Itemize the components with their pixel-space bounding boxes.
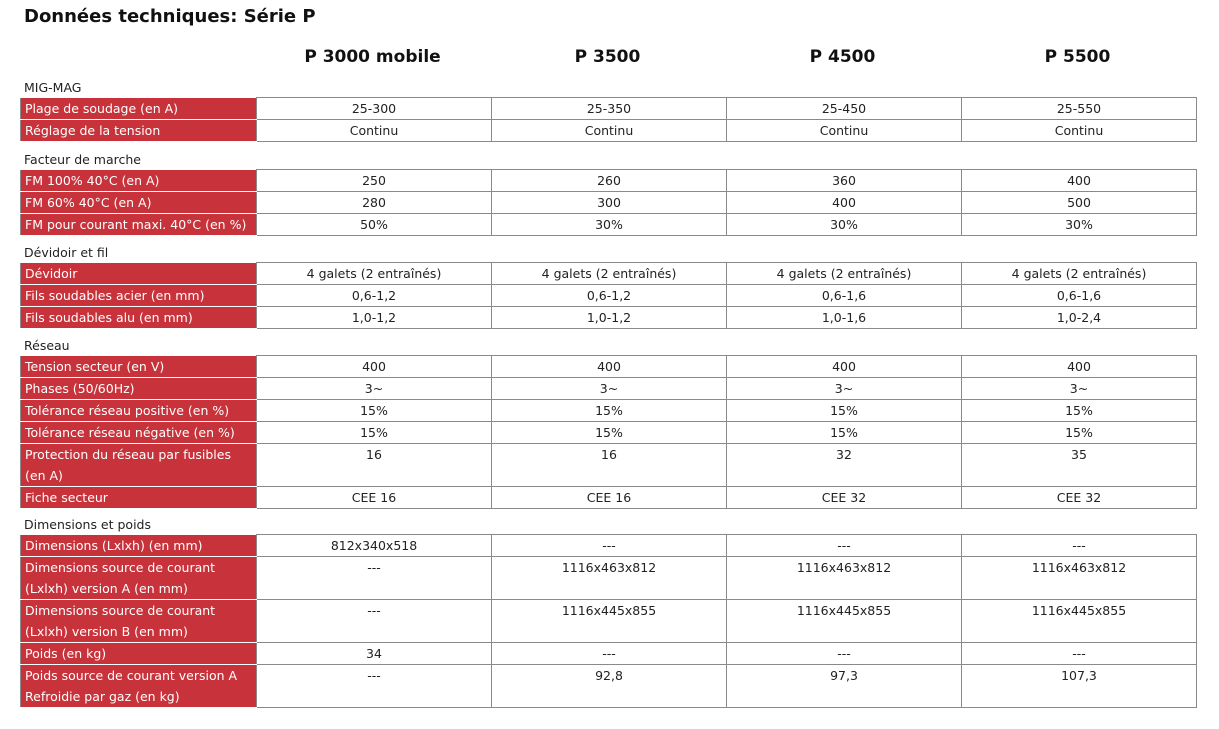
row-label: Tolérance réseau positive (en %)	[21, 400, 257, 422]
table-row	[21, 214, 1197, 236]
row-value: ---	[962, 643, 1197, 665]
row-value: 3~	[492, 378, 727, 400]
row-value: 400	[962, 356, 1197, 378]
table-row	[21, 600, 1197, 643]
row-value: 25-550	[962, 98, 1197, 120]
row-label: Poids (en kg)	[21, 643, 257, 665]
row-value: 15%	[962, 400, 1197, 422]
table-row	[21, 356, 1197, 378]
row-value: 0,6-1,2	[492, 285, 727, 307]
row-value: ---	[257, 665, 492, 708]
row-value: ---	[257, 600, 492, 643]
row-value: 97,3	[727, 665, 962, 708]
row-value: 1,0-1,6	[727, 307, 962, 329]
row-label: FM pour courant maxi. 40°C (en %)	[21, 214, 257, 236]
row-value: 25-350	[492, 98, 727, 120]
column-header: P 3500	[574, 47, 641, 67]
row-value: 15%	[727, 400, 962, 422]
row-value: 812x340x518	[257, 535, 492, 557]
row-value: 1116x463x812	[962, 557, 1197, 600]
row-label: Plage de soudage (en A)	[21, 98, 257, 120]
row-value: 25-300	[257, 98, 492, 120]
row-value: CEE 16	[257, 487, 492, 509]
row-value: 34	[257, 643, 492, 665]
row-label: Réglage de la tension	[21, 120, 257, 142]
row-label: Phases (50/60Hz)	[21, 378, 257, 400]
row-value: 0,6-1,6	[727, 285, 962, 307]
row-label: Tolérance réseau négative (en %)	[21, 422, 257, 444]
table-row	[21, 307, 1197, 329]
section-facteur-de-marche	[20, 151, 1197, 236]
row-value: 4 galets (2 entraînés)	[257, 263, 492, 285]
row-value: 4 galets (2 entraînés)	[962, 263, 1197, 285]
table-row	[21, 400, 1197, 422]
row-value: ---	[727, 535, 962, 557]
column-headers	[255, 46, 1197, 68]
row-value: 3~	[962, 378, 1197, 400]
table-row	[21, 557, 1197, 600]
row-value: 3~	[257, 378, 492, 400]
row-value: 15%	[962, 422, 1197, 444]
table-row	[21, 535, 1197, 557]
table-row	[21, 643, 1197, 665]
section-label: Dimensions et poids	[24, 517, 151, 532]
row-value: 1116x463x812	[727, 557, 962, 600]
table-row	[21, 285, 1197, 307]
section-label: Réseau	[24, 338, 70, 353]
row-value: 16	[257, 444, 492, 487]
page-title: Données techniques: Série P	[24, 6, 316, 27]
table-row	[21, 422, 1197, 444]
table-row	[21, 120, 1197, 142]
row-value: Continu	[962, 120, 1197, 142]
section-label: Dévidoir et fil	[24, 245, 109, 260]
row-value: 1,0-2,4	[962, 307, 1197, 329]
row-value: 30%	[492, 214, 727, 236]
row-value: ---	[492, 535, 727, 557]
row-value: 1116x463x812	[492, 557, 727, 600]
row-value: Continu	[257, 120, 492, 142]
row-value: 1,0-1,2	[257, 307, 492, 329]
row-value: Continu	[492, 120, 727, 142]
row-value: 0,6-1,6	[962, 285, 1197, 307]
section-devidoir-et-fil	[20, 244, 1197, 329]
row-value: ---	[727, 643, 962, 665]
spec-table	[20, 355, 1197, 509]
row-value: 400	[727, 356, 962, 378]
table-row	[21, 263, 1197, 285]
row-label: FM 100% 40°C (en A)	[21, 170, 257, 192]
row-label: Fiche secteur	[21, 487, 257, 509]
row-value: 92,8	[492, 665, 727, 708]
row-label: Fils soudables alu (en mm)	[21, 307, 257, 329]
spec-table	[20, 534, 1197, 708]
row-value: 35	[962, 444, 1197, 487]
row-value: 4 galets (2 entraînés)	[727, 263, 962, 285]
row-value: 1,0-1,2	[492, 307, 727, 329]
section-dimensions-et-poids	[20, 516, 1197, 708]
row-label: Poids source de courant version A Refroidie par gaz (en kg)	[21, 665, 257, 708]
row-label: Dimensions source de courant (Lxlxh) version A (en mm)	[21, 557, 257, 600]
row-value: 400	[257, 356, 492, 378]
row-label: Protection du réseau par fusibles (en A)	[21, 444, 257, 487]
row-value: 3~	[727, 378, 962, 400]
row-value: 250	[257, 170, 492, 192]
row-label: Dimensions (Lxlxh) (en mm)	[21, 535, 257, 557]
row-value: Continu	[727, 120, 962, 142]
row-label: Dévidoir	[21, 263, 257, 285]
column-header: P 3000 mobile	[304, 47, 441, 67]
row-value: 1116x445x855	[962, 600, 1197, 643]
row-label: Tension secteur (en V)	[21, 356, 257, 378]
spec-table	[20, 97, 1197, 142]
table-row	[21, 192, 1197, 214]
column-header: P 5500	[1044, 47, 1111, 67]
row-value: 32	[727, 444, 962, 487]
row-value: 15%	[257, 422, 492, 444]
row-label: FM 60% 40°C (en A)	[21, 192, 257, 214]
table-row	[21, 98, 1197, 120]
row-value: 1116x445x855	[727, 600, 962, 643]
table-row	[21, 444, 1197, 487]
row-value: 260	[492, 170, 727, 192]
table-row	[21, 487, 1197, 509]
row-value: 0,6-1,2	[257, 285, 492, 307]
section-label: Facteur de marche	[24, 152, 141, 167]
row-value: 50%	[257, 214, 492, 236]
row-value: ---	[257, 557, 492, 600]
spec-table	[20, 262, 1197, 329]
row-value: CEE 32	[962, 487, 1197, 509]
table-row	[21, 170, 1197, 192]
row-label: Dimensions source de courant (Lxlxh) version B (en mm)	[21, 600, 257, 643]
row-value: 15%	[492, 422, 727, 444]
row-value: ---	[492, 643, 727, 665]
column-header: P 4500	[809, 47, 876, 67]
row-value: CEE 32	[727, 487, 962, 509]
section-reseau	[20, 337, 1197, 509]
section-label: MIG-MAG	[24, 80, 82, 95]
row-value: 300	[492, 192, 727, 214]
row-value: 107,3	[962, 665, 1197, 708]
row-value: 1116x445x855	[492, 600, 727, 643]
section-mig-mag	[20, 79, 1197, 142]
spec-table	[20, 169, 1197, 236]
row-value: 15%	[727, 422, 962, 444]
row-value: 280	[257, 192, 492, 214]
row-label: Fils soudables acier (en mm)	[21, 285, 257, 307]
row-value: 360	[727, 170, 962, 192]
row-value: 16	[492, 444, 727, 487]
row-value: 4 galets (2 entraînés)	[492, 263, 727, 285]
row-value: 25-450	[727, 98, 962, 120]
row-value: 30%	[962, 214, 1197, 236]
row-value: 15%	[257, 400, 492, 422]
row-value: 500	[962, 192, 1197, 214]
row-value: 30%	[727, 214, 962, 236]
row-value: 400	[962, 170, 1197, 192]
row-value: 400	[492, 356, 727, 378]
row-value: 15%	[492, 400, 727, 422]
table-row	[21, 378, 1197, 400]
row-value: 400	[727, 192, 962, 214]
table-row	[21, 665, 1197, 708]
row-value: CEE 16	[492, 487, 727, 509]
row-value: ---	[962, 535, 1197, 557]
